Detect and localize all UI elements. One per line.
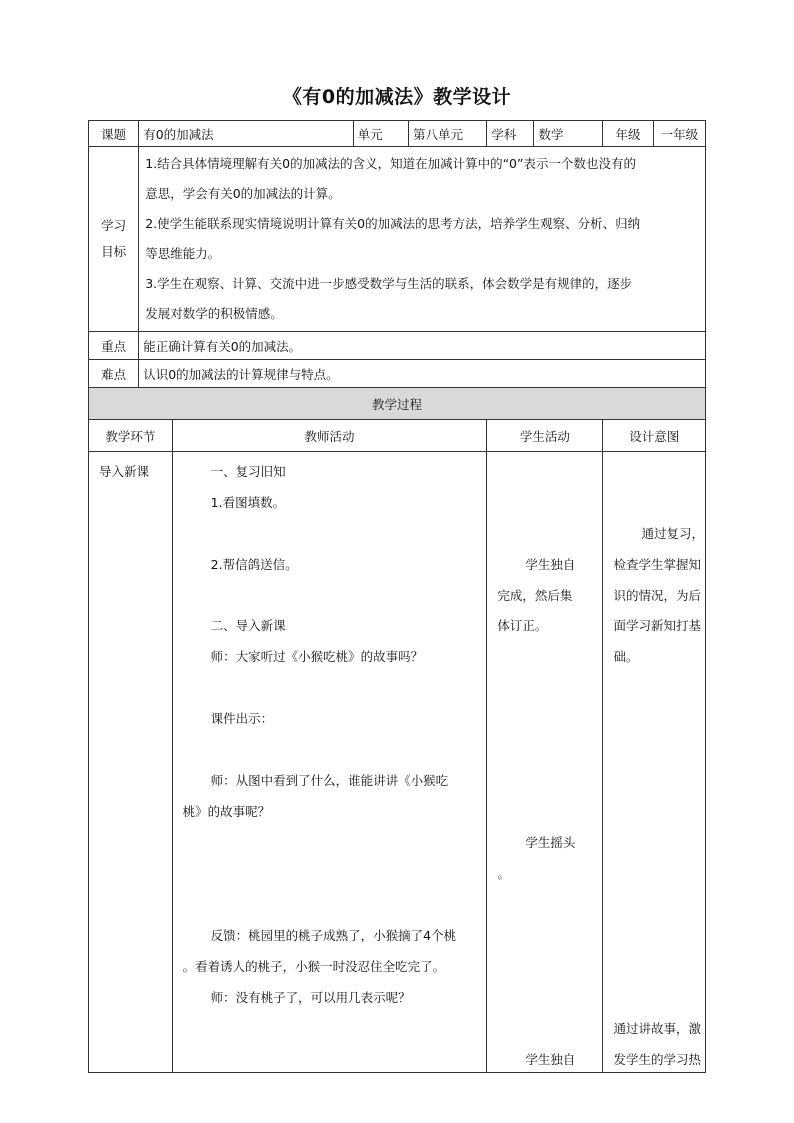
grade-value: 一年级: [653, 121, 705, 147]
teacher-line: 师：没有桃子了，可以用几表示呢？: [210, 990, 411, 1005]
student-line: 体订正。: [497, 618, 548, 633]
stage-name: 导入新课: [99, 464, 150, 479]
teacher-line: 。看着诱人的桃子，小猴一时没忍住全吃完了。: [182, 959, 446, 974]
info-row: [89, 121, 706, 147]
student-activity: [491, 452, 598, 1072]
goal-line: 3.学生在观察、计算、交流中进一步感受数学与生活的联系，体会数学是有规律的，逐步: [145, 276, 633, 291]
process-columns-row: [89, 420, 706, 452]
key-point-label: 重点: [89, 332, 139, 360]
student-line: 学生摇头: [525, 835, 576, 850]
document-title: 《有0的加减法》教学设计: [282, 86, 512, 108]
topic-value: 有0的加减法: [139, 121, 353, 147]
goal-line: 意思，学会有关0的加减法的计算。: [145, 186, 341, 201]
goals-label-1: 学习: [101, 218, 127, 233]
difficulty-text: 认识0的加减法的计算规律与特点。: [139, 360, 706, 388]
lesson-plan-table: [88, 120, 706, 1073]
goal-line: 发展对数学的积极情感。: [145, 306, 283, 321]
process-header-row: [89, 388, 706, 420]
teacher-line: 桃》的故事呢？: [182, 804, 271, 819]
goal-line: 等思维能力。: [145, 246, 221, 261]
goal-line: 1.结合具体情境理解有关0的加减法的含义，知道在加减计算中的“0”表示一个数也没有的: [145, 156, 636, 171]
teacher-line: 2.帮信鸽送信。: [210, 557, 298, 572]
key-point-text: 能正确计算有关0的加减法。: [139, 332, 706, 360]
teacher-line: 一、复习旧知: [210, 464, 286, 479]
col-teacher: 教师活动: [172, 420, 487, 452]
subject-label: 学科: [487, 121, 534, 147]
intent-line: 通过讲故事，激: [613, 1021, 701, 1036]
design-intent: [607, 452, 704, 1072]
student-line: 学生独自: [525, 557, 576, 572]
col-student: 学生活动: [487, 420, 603, 452]
teacher-line: 反馈：桃园里的桃子成熟了，小猴摘了4个桃: [210, 928, 457, 943]
process-body-row: [89, 452, 706, 1073]
student-line: 完成，然后集: [497, 588, 573, 603]
intent-line: 发学生的学习热: [613, 1052, 701, 1067]
teacher-line: 课件出示：: [210, 711, 274, 726]
teacher-line: 师：从图中看到了什么，谁能讲讲《小猴吃: [210, 773, 449, 788]
teacher-line: 二、导入新课: [210, 618, 286, 633]
goals-label-2: 目标: [101, 244, 127, 259]
difficulty-label: 难点: [89, 360, 139, 388]
key-point-row: [89, 332, 706, 360]
col-stage: 教学环节: [89, 420, 173, 452]
intent-line: 础。: [613, 649, 639, 664]
difficulty-row: [89, 360, 706, 388]
intent-line: 检查学生掌握知: [613, 557, 701, 572]
topic-label: 课题: [89, 121, 139, 147]
teacher-line: 师：大家听过《小猴吃桃》的故事吗？: [210, 649, 424, 664]
teacher-activity: [177, 452, 483, 1072]
intent-line: 通过复习，: [641, 526, 704, 541]
unit-label: 单元: [353, 121, 408, 147]
col-intent: 设计意图: [603, 420, 706, 452]
student-line: 学生独自: [525, 1052, 576, 1067]
student-line: 。: [497, 866, 510, 881]
unit-value: 第八单元: [408, 121, 486, 147]
grade-label: 年级: [603, 121, 653, 147]
goals-row: [89, 147, 706, 332]
subject-value: 数学: [534, 121, 603, 147]
teacher-line: 1.看图填数。: [210, 495, 286, 510]
intent-line: 识的情况，为后: [613, 588, 701, 603]
process-header: 教学过程: [89, 388, 706, 420]
intent-line: 面学习新知打基: [613, 618, 701, 633]
goal-line: 2.使学生能联系现实情境说明计算有关0的加减法的思考方法，培养学生观察、分析、归纳: [145, 216, 641, 231]
